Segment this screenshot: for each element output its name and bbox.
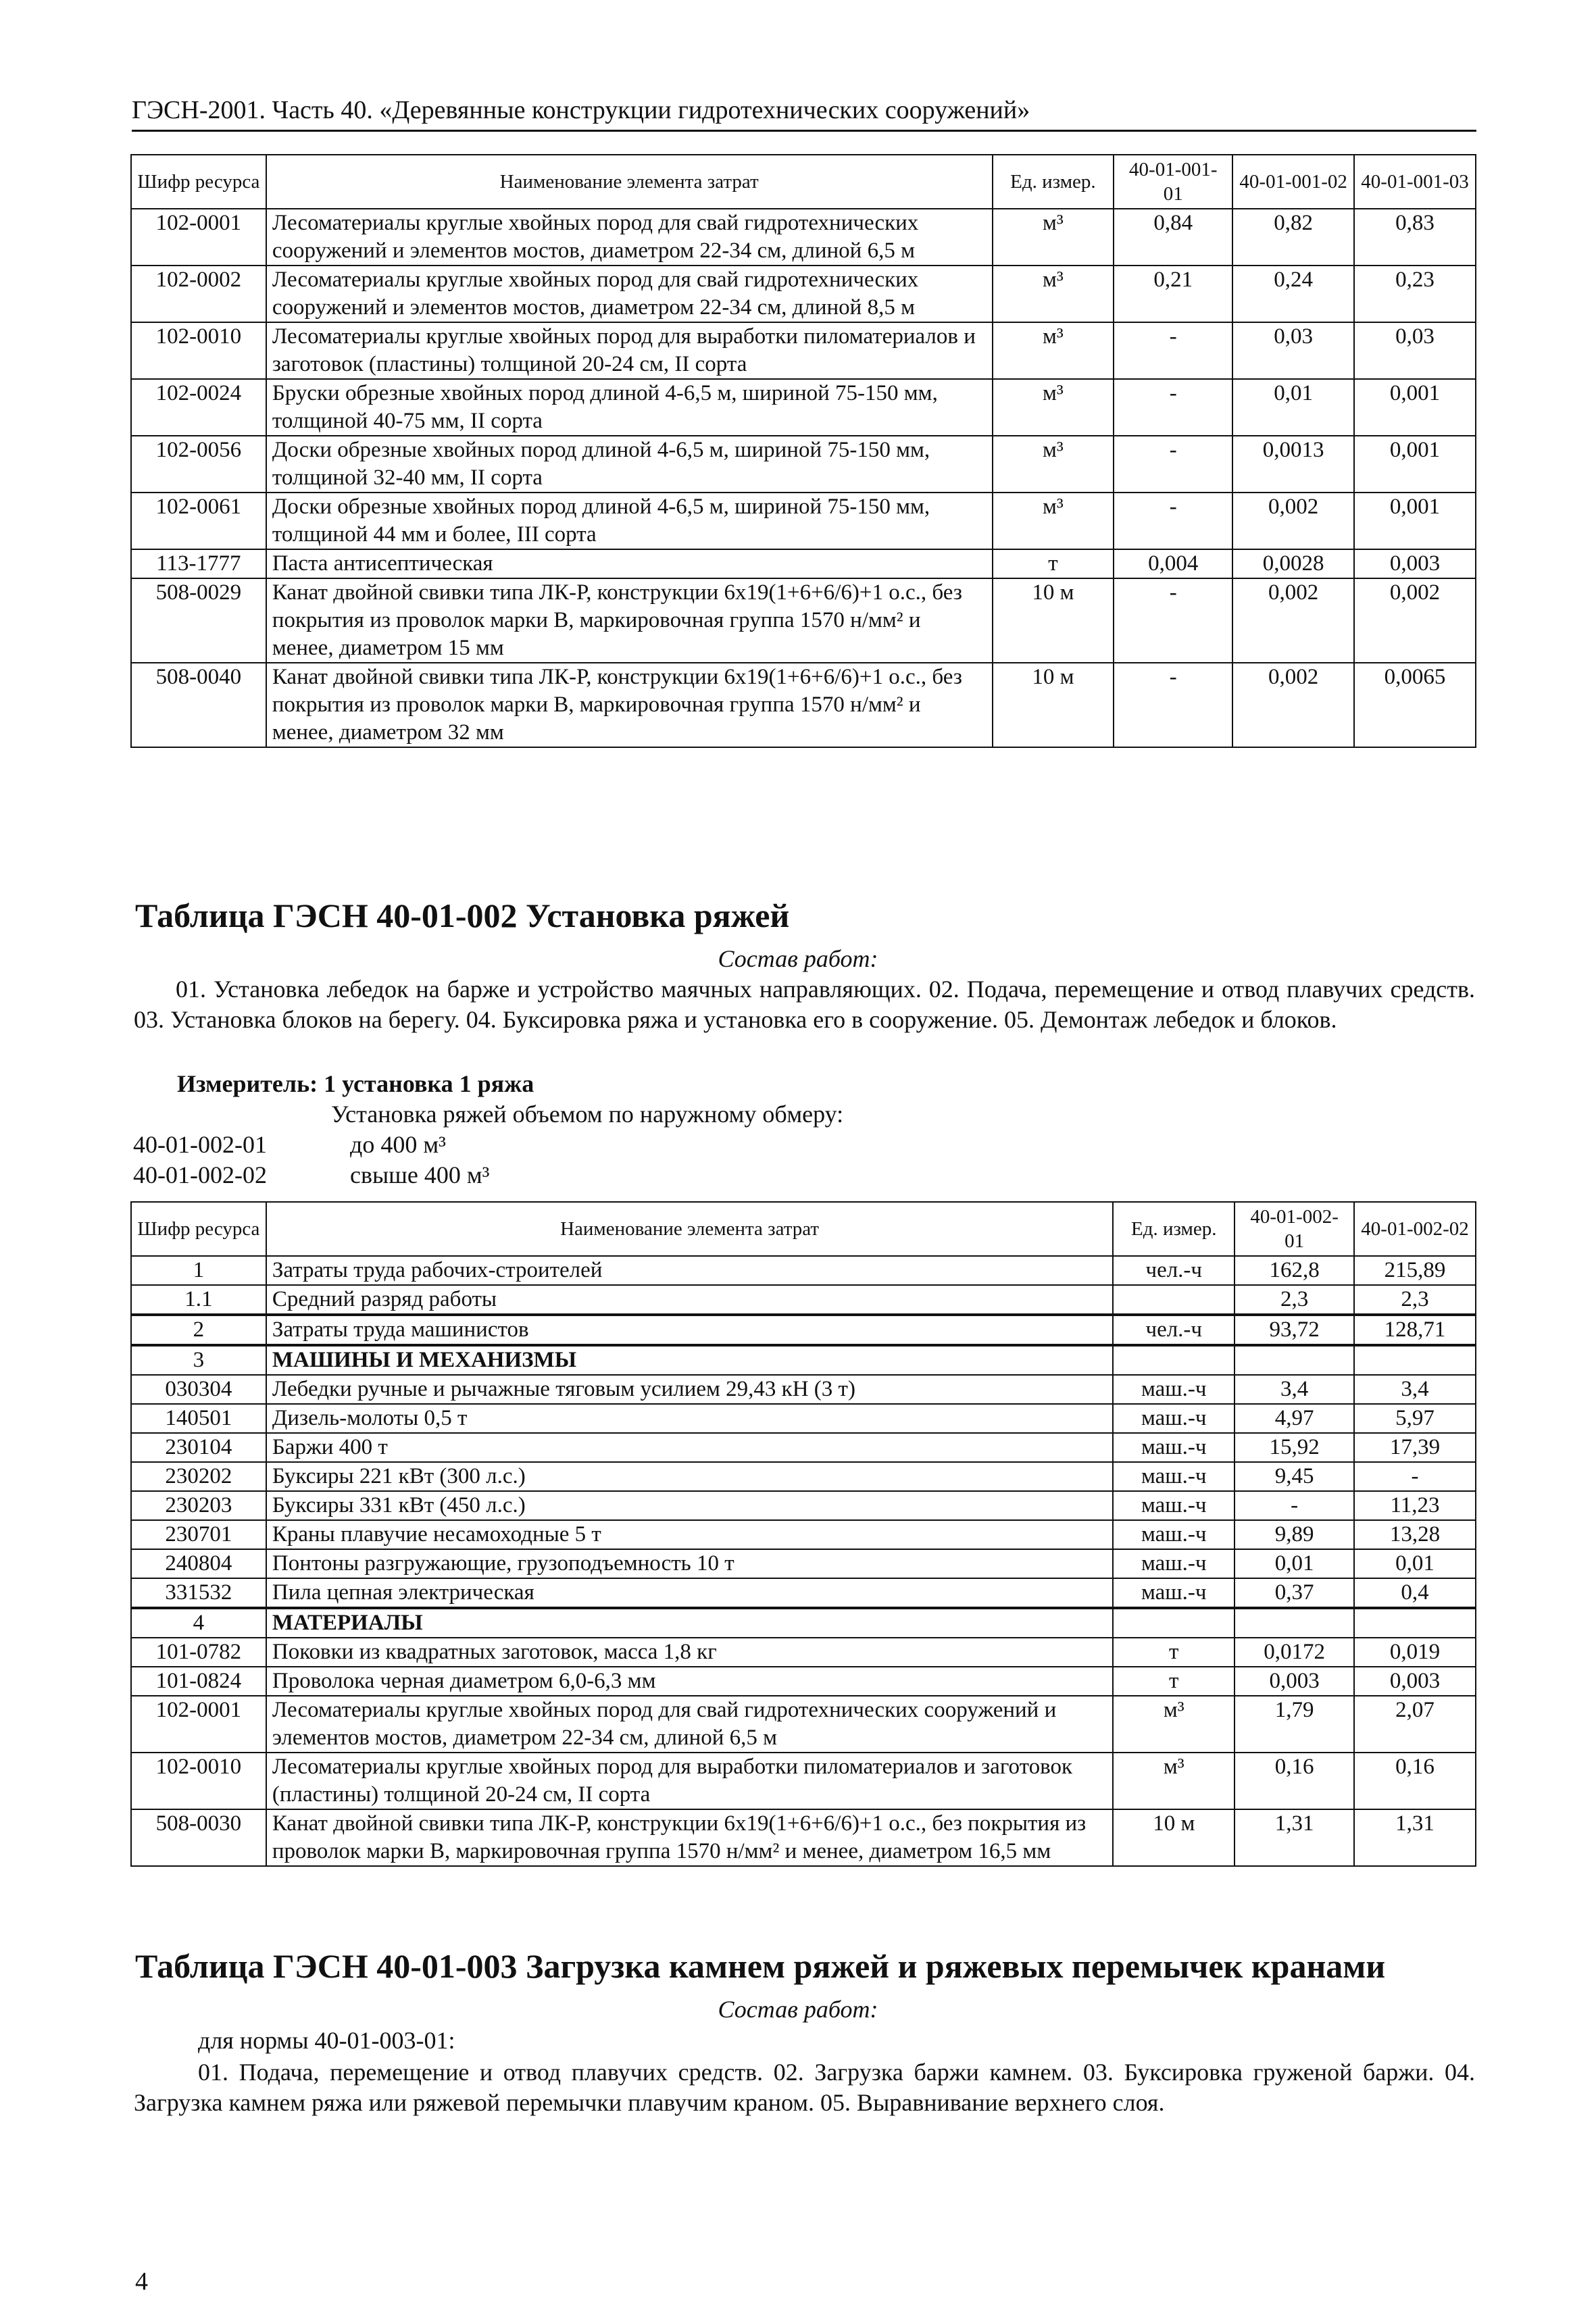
unit <box>1113 1285 1235 1315</box>
value-norm-3: 0,003 <box>1354 549 1476 578</box>
resource-name: Лесоматериалы круглые хвойных пород для свай гидротехнических сооружений и элементов мостов, диаметром 22-34 см, длиной 6,5 м <box>266 209 993 266</box>
value-norm-2: 0,002 <box>1232 493 1354 549</box>
value-norm-1: 2,3 <box>1235 1285 1354 1315</box>
unit: м³ <box>993 266 1114 322</box>
value-norm-1: - <box>1114 436 1232 493</box>
resource-name: Лесоматериалы круглые хвойных пород для выработки пиломатериалов и заготовок (пластины) толщиной 20-24 см, II сорта <box>266 1753 1113 1809</box>
value-norm-2: 0,03 <box>1232 322 1354 379</box>
table-row <box>131 436 1476 493</box>
table-row <box>131 209 1476 266</box>
header-name: Наименование элемента затрат <box>266 155 993 209</box>
value-norm-3: 0,23 <box>1354 266 1476 322</box>
resource-code: 230202 <box>131 1462 266 1491</box>
table-row <box>131 1345 1476 1375</box>
value-norm-1: - <box>1114 578 1232 663</box>
header-norm-1: 40-01-001-01 <box>1114 155 1232 209</box>
resource-name: Лебедки ручные и рычажные тяговым усилием 29,43 кН (3 т) <box>266 1375 1113 1404</box>
resource-name: Лесоматериалы круглые хвойных пород для выработки пиломатериалов и заготовок (пластины) толщиной 20-24 см, II сорта <box>266 322 993 379</box>
value-norm-2: 0,0013 <box>1232 436 1354 493</box>
table-row <box>131 1809 1476 1866</box>
value-norm-2: 128,71 <box>1354 1315 1476 1345</box>
value-norm-2 <box>1354 1345 1476 1375</box>
value-norm-1: - <box>1114 493 1232 549</box>
value-norm-1: 0,0172 <box>1235 1638 1354 1667</box>
value-norm-1: 0,004 <box>1114 549 1232 578</box>
table-row <box>131 1578 1476 1608</box>
value-norm-1: 93,72 <box>1235 1315 1354 1345</box>
resource-code: 140501 <box>131 1404 266 1433</box>
table-row <box>131 1375 1476 1404</box>
unit: маш.-ч <box>1113 1491 1235 1520</box>
value-norm-2: 1,31 <box>1354 1809 1476 1866</box>
resource-code: 230203 <box>131 1491 266 1520</box>
resource-name: Доски обрезные хвойных пород длиной 4-6,5 м, шириной 75-150 мм, толщиной 32-40 мм, II сорта <box>266 436 993 493</box>
table-row <box>131 1549 1476 1578</box>
value-norm-2: 11,23 <box>1354 1491 1476 1520</box>
resource-code: 2 <box>131 1315 266 1345</box>
unit: т <box>1113 1638 1235 1667</box>
value-norm-1: 4,97 <box>1235 1404 1354 1433</box>
unit: 10 м <box>1113 1809 1235 1866</box>
table-row <box>131 322 1476 379</box>
value-norm-3: 0,001 <box>1354 436 1476 493</box>
table-body <box>131 209 1476 747</box>
value-norm-1: 0,21 <box>1114 266 1232 322</box>
table-row <box>131 1404 1476 1433</box>
unit: 10 м <box>993 578 1114 663</box>
table-row <box>131 1608 1476 1638</box>
table-40-01-003-title: Таблица ГЭСН 40-01-003 Загрузка камнем ряжей и ряжевых перемычек кранами <box>135 1947 1386 1985</box>
unit: м³ <box>993 436 1114 493</box>
table-row <box>131 549 1476 578</box>
header-unit: Ед. измер. <box>1113 1202 1235 1256</box>
value-norm-2: 0,003 <box>1354 1667 1476 1696</box>
resource-name: Доски обрезные хвойных пород длиной 4-6,5 м, шириной 75-150 мм, толщиной 44 мм и более, III сорта <box>266 493 993 549</box>
table-row <box>131 1462 1476 1491</box>
resource-code: 102-0010 <box>131 322 266 379</box>
resource-name: Средний разряд работы <box>266 1285 1113 1315</box>
resource-code: 1 <box>131 1256 266 1285</box>
value-norm-2: 0,002 <box>1232 578 1354 663</box>
value-norm-2: 2,07 <box>1354 1696 1476 1753</box>
value-norm-1: 162,8 <box>1235 1256 1354 1285</box>
value-norm-1: - <box>1114 322 1232 379</box>
for-norm-line: для нормы 40-01-003-01: <box>198 2027 455 2054</box>
value-norm-2: 0,002 <box>1232 663 1354 747</box>
table-body <box>131 1256 1476 1866</box>
value-norm-3: 0,0065 <box>1354 663 1476 747</box>
resource-name: Буксиры 331 кВт (450 л.с.) <box>266 1491 1113 1520</box>
value-norm-1 <box>1235 1608 1354 1638</box>
resource-name: Баржи 400 т <box>266 1433 1113 1462</box>
table-row <box>131 493 1476 549</box>
value-norm-1: 15,92 <box>1235 1433 1354 1462</box>
value-norm-3: 0,03 <box>1354 322 1476 379</box>
work-composition-heading-2: Состав работ: <box>718 1996 878 2023</box>
value-norm-1: 9,45 <box>1235 1462 1354 1491</box>
table-row <box>131 1667 1476 1696</box>
resource-code: 4 <box>131 1608 266 1638</box>
header-norm-2: 40-01-002-02 <box>1354 1202 1476 1256</box>
value-norm-1: 0,84 <box>1114 209 1232 266</box>
unit: маш.-ч <box>1113 1404 1235 1433</box>
resource-name: Затраты труда рабочих-строителей <box>266 1256 1113 1285</box>
unit: м³ <box>993 322 1114 379</box>
resource-name: Паста антисептическая <box>266 549 993 578</box>
value-norm-3: 0,83 <box>1354 209 1476 266</box>
value-norm-2: 3,4 <box>1354 1375 1476 1404</box>
resource-name: Понтоны разгружающие, грузоподъемность 10 т <box>266 1549 1113 1578</box>
norm-text-2: свыше 400 м³ <box>350 1161 490 1188</box>
resource-code: 113-1777 <box>131 549 266 578</box>
unit: маш.-ч <box>1113 1578 1235 1608</box>
resource-code: 102-0061 <box>131 493 266 549</box>
value-norm-1: 0,16 <box>1235 1753 1354 1809</box>
value-norm-3: 0,002 <box>1354 578 1476 663</box>
unit: м³ <box>993 379 1114 436</box>
resource-table-40-01-001 <box>130 154 1476 748</box>
resource-name: Канат двойной свивки типа ЛК-Р, конструкции 6х19(1+6+6/6)+1 о.с., без покрытия из проволок марки В, маркировочная группа 1570 н/мм² и менее, диаметром 16,5 мм <box>266 1809 1113 1866</box>
value-norm-3: 0,001 <box>1354 493 1476 549</box>
table-row <box>131 1638 1476 1667</box>
resource-code: 331532 <box>131 1578 266 1608</box>
table-row <box>131 663 1476 747</box>
running-header: ГЭСН-2001. Часть 40. «Деревянные конструкции гидротехнических сооружений» <box>132 95 1476 132</box>
resource-code: 3 <box>131 1345 266 1375</box>
norm-code-2: 40-01-002-02 <box>133 1161 267 1188</box>
header-unit: Ед. измер. <box>993 155 1114 209</box>
resource-code: 102-0001 <box>131 1696 266 1753</box>
resource-name: Лесоматериалы круглые хвойных пород для свай гидротехнических сооружений и элементов мостов, диаметром 22-34 см, длиной 6,5 м <box>266 1696 1113 1753</box>
header-norm-1: 40-01-002-01 <box>1235 1202 1354 1256</box>
unit: м³ <box>993 209 1114 266</box>
unit: м³ <box>993 493 1114 549</box>
unit <box>1113 1345 1235 1375</box>
unit: 10 м <box>993 663 1114 747</box>
resource-name: Дизель-молоты 0,5 т <box>266 1404 1113 1433</box>
value-norm-1: 0,003 <box>1235 1667 1354 1696</box>
page-number: 4 <box>135 2267 148 2296</box>
value-norm-1: 0,37 <box>1235 1578 1354 1608</box>
value-norm-2: 215,89 <box>1354 1256 1476 1285</box>
value-norm-2: 5,97 <box>1354 1404 1476 1433</box>
resource-name: Пила цепная электрическая <box>266 1578 1113 1608</box>
unit: маш.-ч <box>1113 1520 1235 1549</box>
value-norm-2: 0,019 <box>1354 1638 1476 1667</box>
value-norm-2: - <box>1354 1462 1476 1491</box>
table-row <box>131 1491 1476 1520</box>
resource-code: 508-0029 <box>131 578 266 663</box>
table-40-01-002-title: Таблица ГЭСН 40-01-002 Установка ряжей <box>135 897 790 934</box>
value-norm-2: 0,0028 <box>1232 549 1354 578</box>
resource-code: 240804 <box>131 1549 266 1578</box>
value-norm-2: 0,82 <box>1232 209 1354 266</box>
unit: маш.-ч <box>1113 1462 1235 1491</box>
resource-code: 230701 <box>131 1520 266 1549</box>
resource-name: Краны плавучие несамоходные 5 т <box>266 1520 1113 1549</box>
value-norm-2: 0,24 <box>1232 266 1354 322</box>
value-norm-1: 1,31 <box>1235 1809 1354 1866</box>
work-composition-heading: Состав работ: <box>718 945 878 972</box>
unit: т <box>993 549 1114 578</box>
value-norm-1: - <box>1235 1491 1354 1520</box>
header-norm-2: 40-01-001-02 <box>1232 155 1354 209</box>
value-norm-2: 0,01 <box>1232 379 1354 436</box>
resource-code: 102-0024 <box>131 379 266 436</box>
resource-table-40-01-002 <box>130 1201 1476 1867</box>
unit: маш.-ч <box>1113 1375 1235 1404</box>
resource-code: 508-0030 <box>131 1809 266 1866</box>
value-norm-2: 13,28 <box>1354 1520 1476 1549</box>
header-norm-3: 40-01-001-03 <box>1354 155 1476 209</box>
resource-name: Канат двойной свивки типа ЛК-Р, конструкции 6х19(1+6+6/6)+1 о.с., без покрытия из проволок марки В, маркировочная группа 1570 н/мм² и менее, диаметром 15 мм <box>266 578 993 663</box>
resource-code: 1.1 <box>131 1285 266 1315</box>
value-norm-2: 2,3 <box>1354 1285 1476 1315</box>
resource-name: Проволока черная диаметром 6,0-6,3 мм <box>266 1667 1113 1696</box>
table-row <box>131 1256 1476 1285</box>
resource-code: 230104 <box>131 1433 266 1462</box>
resource-name: Канат двойной свивки типа ЛК-Р, конструкции 6х19(1+6+6/6)+1 о.с., без покрытия из проволок марки В, маркировочная группа 1570 н/мм² и менее, диаметром 32 мм <box>266 663 993 747</box>
unit: т <box>1113 1667 1235 1696</box>
resource-name: Бруски обрезные хвойных пород длиной 4-6,5 м, шириной 75-150 мм, толщиной 40-75 мм, II сорта <box>266 379 993 436</box>
unit <box>1113 1608 1235 1638</box>
value-norm-1: 0,01 <box>1235 1549 1354 1578</box>
table-row <box>131 1315 1476 1345</box>
value-norm-1: 3,4 <box>1235 1375 1354 1404</box>
work-composition-text: 01. Установка лебедок на барже и устройство маячных направляющих. 02. Подача, перемещение и отвод плавучих средств. 03. Установка блоков на берегу. 04. Буксировка ряжа и установка его в сооружение. 05. Демонтаж лебедок и блоков. <box>134 976 1475 1033</box>
resource-name: Поковки из квадратных заготовок, масса 1,8 кг <box>266 1638 1113 1667</box>
table-row <box>131 1433 1476 1462</box>
resource-name: МАШИНЫ И МЕХАНИЗМЫ <box>266 1345 1113 1375</box>
unit: маш.-ч <box>1113 1433 1235 1462</box>
value-norm-1: 9,89 <box>1235 1520 1354 1549</box>
value-norm-2: 0,16 <box>1354 1753 1476 1809</box>
table-row <box>131 1285 1476 1315</box>
value-norm-1: 1,79 <box>1235 1696 1354 1753</box>
resource-code: 102-0010 <box>131 1753 266 1809</box>
resource-code: 102-0002 <box>131 266 266 322</box>
unit: чел.-ч <box>1113 1256 1235 1285</box>
resource-code: 101-0824 <box>131 1667 266 1696</box>
resource-name: Буксиры 221 кВт (300 л.с.) <box>266 1462 1113 1491</box>
resource-code: 101-0782 <box>131 1638 266 1667</box>
value-norm-1: - <box>1114 379 1232 436</box>
norms-intro: Установка ряжей объемом по наружному обмеру: <box>331 1101 844 1128</box>
value-norm-1 <box>1235 1345 1354 1375</box>
resource-name: Затраты труда машинистов <box>266 1315 1113 1345</box>
unit: чел.-ч <box>1113 1315 1235 1345</box>
resource-code: 030304 <box>131 1375 266 1404</box>
table-row <box>131 1753 1476 1809</box>
unit: м³ <box>1113 1753 1235 1809</box>
resource-name: МАТЕРИАЛЫ <box>266 1608 1113 1638</box>
norm-text-1: до 400 м³ <box>350 1131 446 1158</box>
value-norm-2: 0,01 <box>1354 1549 1476 1578</box>
resource-name: Лесоматериалы круглые хвойных пород для свай гидротехнических сооружений и элементов мостов, диаметром 22-34 см, длиной 8,5 м <box>266 266 993 322</box>
table-row <box>131 1520 1476 1549</box>
resource-code: 508-0040 <box>131 663 266 747</box>
table-row <box>131 379 1476 436</box>
value-norm-1: - <box>1114 663 1232 747</box>
value-norm-3: 0,001 <box>1354 379 1476 436</box>
table-row <box>131 578 1476 663</box>
table-row <box>131 1696 1476 1753</box>
unit: маш.-ч <box>1113 1549 1235 1578</box>
value-norm-2: 0,4 <box>1354 1578 1476 1608</box>
value-norm-2: 17,39 <box>1354 1433 1476 1462</box>
value-norm-2 <box>1354 1608 1476 1638</box>
resource-code: 102-0001 <box>131 209 266 266</box>
header-code: Шифр ресурса <box>131 155 266 209</box>
header-code: Шифр ресурса <box>131 1202 266 1256</box>
work-composition-text-2: 01. Подача, перемещение и отвод плавучих средств. 02. Загрузка баржи камнем. 03. Буксировка груженой баржи. 04. Загрузка камнем ряжа или ряжевой перемычки плавучим краном. 05. Выравнивание верхнего слоя. <box>134 2059 1475 2116</box>
meter-line: Измеритель: 1 установка 1 ряжа <box>177 1070 534 1097</box>
table-row <box>131 266 1476 322</box>
header-name: Наименование элемента затрат <box>266 1202 1113 1256</box>
unit: м³ <box>1113 1696 1235 1753</box>
norm-code-1: 40-01-002-01 <box>133 1131 267 1158</box>
resource-code: 102-0056 <box>131 436 266 493</box>
